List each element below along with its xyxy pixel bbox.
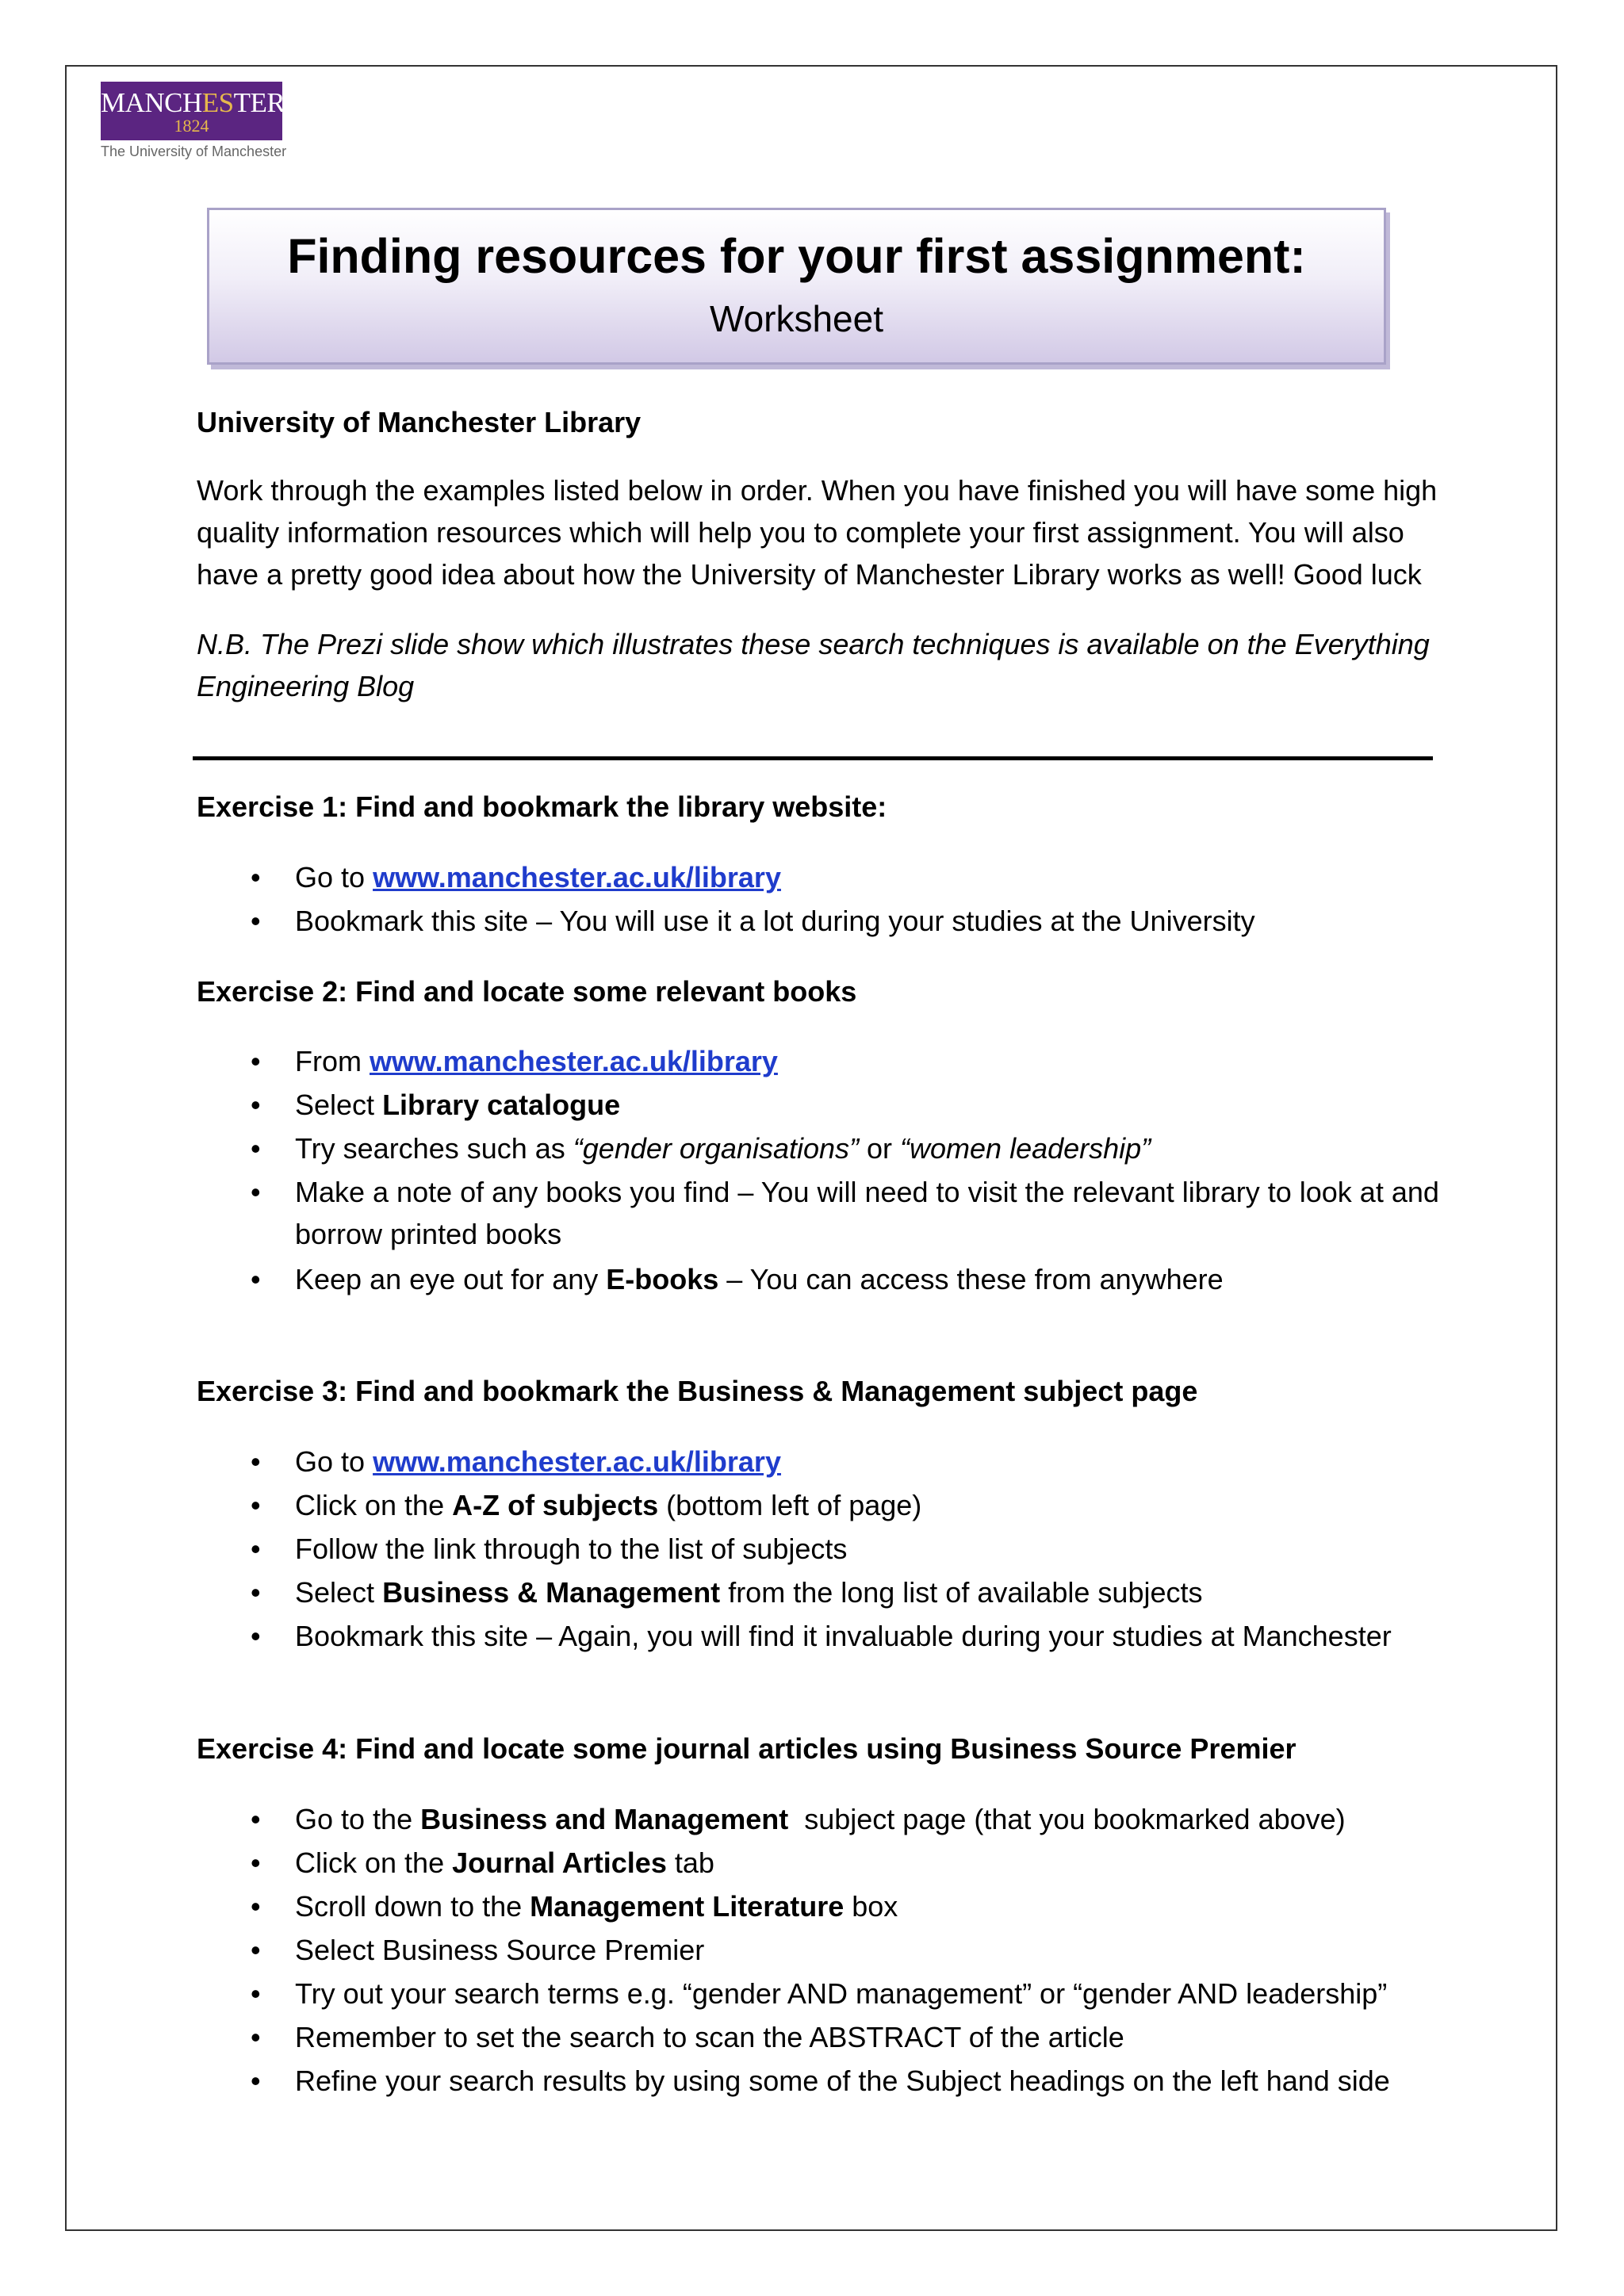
exercise-4-heading: Exercise 4: Find and locate some journal articles using Business Source Premier bbox=[197, 1732, 1297, 1765]
intro-note-line-1: N.B. The Prezi slide show which illustrates these search techniques is available on the Everything bbox=[197, 628, 1430, 660]
exercise-3-item-5: Bookmark this site – Again, you will find it invaluable during your studies at Manchester bbox=[295, 1620, 1392, 1652]
bullet-marker: • bbox=[251, 1263, 261, 1295]
logo-wordmark bbox=[101, 87, 285, 118]
exercise-2-item-3-mid: or bbox=[859, 1132, 901, 1165]
exercise-4-item-5: Try out your search terms e.g. “gender AND management” or “gender AND leadership” bbox=[295, 1977, 1388, 2010]
logo-wordmark-accent: ES bbox=[201, 87, 234, 118]
exercise-2-item-5 bbox=[295, 1261, 1224, 1298]
exercise-2-item-5-text: Keep an eye out for any bbox=[295, 1263, 607, 1295]
library-link[interactable]: www.manchester.ac.uk/library bbox=[373, 1445, 781, 1478]
exercise-4-item-3-suffix: box bbox=[844, 1890, 898, 1923]
exercise-1-item-1 bbox=[295, 859, 781, 896]
exercise-3-item-2-suffix: (bottom left of page) bbox=[658, 1489, 922, 1521]
exercise-3-item-2 bbox=[295, 1487, 921, 1524]
exercise-2-item-5-bold: E-books bbox=[606, 1263, 719, 1295]
exercise-4-item-7: Refine your search results by using some of the Subject headings on the left hand side bbox=[295, 2064, 1390, 2097]
exercise-4-item-3-text: Scroll down to the bbox=[295, 1890, 530, 1923]
page-subtitle: Worksheet bbox=[709, 298, 884, 339]
exercise-3-item-1-text: Go to bbox=[295, 1445, 373, 1478]
bullet-marker: • bbox=[251, 1489, 261, 1521]
bullet-marker: • bbox=[251, 1089, 261, 1121]
exercise-4-item-2-suffix: tab bbox=[666, 1846, 714, 1879]
exercise-3-heading: Exercise 3: Find and bookmark the Business & Management subject page bbox=[197, 1375, 1198, 1407]
exercise-2-item-3-text: Try searches such as bbox=[295, 1132, 573, 1165]
exercise-3-item-4-text: Select bbox=[295, 1576, 383, 1609]
section-divider bbox=[193, 756, 1433, 760]
logo-subtitle: The University of Manchester bbox=[101, 144, 287, 159]
exercise-2-item-1-text: From bbox=[295, 1045, 370, 1077]
exercise-3-item-1 bbox=[295, 1444, 781, 1480]
exercise-2-heading: Exercise 2: Find and locate some relevant books bbox=[197, 975, 857, 1008]
exercise-1-item-2: Bookmark this site – You will use it a lot during your studies at the University bbox=[295, 905, 1255, 937]
bullet-marker: • bbox=[251, 2021, 261, 2053]
intro-paragraph-line-2: quality information resources which will help you to complete your first assignment. You will also bbox=[197, 516, 1404, 549]
exercise-2-item-3 bbox=[295, 1131, 1151, 1167]
exercise-4-item-4: Select Business Source Premier bbox=[295, 1934, 705, 1966]
exercise-2-item-2-text: Select bbox=[295, 1089, 383, 1121]
exercise-2-item-4-line-2: borrow printed books bbox=[295, 1218, 562, 1250]
library-link[interactable]: www.manchester.ac.uk/library bbox=[373, 861, 781, 894]
exercise-4-item-1 bbox=[295, 1801, 1346, 1838]
bullet-marker: • bbox=[251, 1934, 261, 1966]
exercise-4-item-1-bold: Business and Management bbox=[420, 1803, 789, 1835]
bullet-marker: • bbox=[251, 1890, 261, 1923]
logo-wordmark-part1: MANCH bbox=[101, 87, 202, 118]
bullet-marker: • bbox=[251, 861, 261, 894]
exercise-1-heading: Exercise 1: Find and bookmark the library website: bbox=[197, 790, 887, 823]
bullet-marker: • bbox=[251, 1045, 261, 1077]
exercise-4-item-2-bold: Journal Articles bbox=[452, 1846, 667, 1879]
exercise-3-item-2-bold: A-Z of subjects bbox=[452, 1489, 659, 1521]
university-logo bbox=[87, 71, 297, 170]
library-link[interactable]: www.manchester.ac.uk/library bbox=[370, 1045, 778, 1077]
intro-paragraph-line-3: have a pretty good idea about how the University of Manchester Library works as well! Good luck bbox=[197, 558, 1422, 591]
exercise-2-item-2-bold: Library catalogue bbox=[382, 1089, 621, 1121]
exercise-4-item-6: Remember to set the search to scan the ABSTRACT of the article bbox=[295, 2021, 1124, 2053]
exercise-4-item-1-text: Go to the bbox=[295, 1803, 421, 1835]
exercise-3-item-4-bold: Business & Management bbox=[382, 1576, 721, 1609]
page-title: Finding resources for your first assignment: bbox=[287, 229, 1306, 283]
exercise-3-item-4 bbox=[295, 1575, 1203, 1611]
exercise-3-item-4-suffix: from the long list of available subjects bbox=[720, 1576, 1203, 1609]
bullet-marker: • bbox=[251, 2064, 261, 2097]
exercise-4-item-3-bold: Management Literature bbox=[530, 1890, 845, 1923]
exercise-2-item-3-italic-2: “women leadership” bbox=[900, 1132, 1151, 1165]
exercise-2-item-4-line-1: Make a note of any books you find – You will need to visit the relevant library to look at and bbox=[295, 1176, 1439, 1208]
intro-note-line-2: Engineering Blog bbox=[197, 670, 415, 702]
bullet-marker: • bbox=[251, 1803, 261, 1835]
exercise-4-item-2 bbox=[295, 1845, 714, 1881]
logo-wordmark-part3: TER bbox=[233, 87, 285, 118]
exercise-2-item-2 bbox=[295, 1087, 620, 1123]
logo-badge bbox=[101, 82, 285, 140]
exercise-3-item-2-text: Click on the bbox=[295, 1489, 453, 1521]
exercise-2-item-1 bbox=[295, 1043, 778, 1080]
bullet-marker: • bbox=[251, 1445, 261, 1478]
intro-heading: University of Manchester Library bbox=[197, 406, 642, 438]
exercise-2-item-5-suffix: – You can access these from anywhere bbox=[718, 1263, 1224, 1295]
bullet-marker: • bbox=[251, 1620, 261, 1652]
logo-year: 1824 bbox=[174, 116, 209, 136]
bullet-marker: • bbox=[251, 1176, 261, 1208]
exercise-4-item-3 bbox=[295, 1888, 898, 1925]
bullet-marker: • bbox=[251, 1846, 261, 1879]
exercise-4-item-1-suffix: subject page (that you bookmarked above) bbox=[788, 1803, 1346, 1835]
bullet-marker: • bbox=[251, 1977, 261, 2010]
bullet-marker: • bbox=[251, 1576, 261, 1609]
title-banner bbox=[207, 208, 1386, 365]
intro-paragraph-line-1: Work through the examples listed below in order. When you have finished you will have some high bbox=[197, 474, 1438, 507]
bullet-marker: • bbox=[251, 905, 261, 937]
bullet-marker: • bbox=[251, 1132, 261, 1165]
exercise-3-item-3: Follow the link through to the list of subjects bbox=[295, 1533, 848, 1565]
exercise-1-item-1-text: Go to bbox=[295, 861, 373, 894]
exercise-4-item-2-text: Click on the bbox=[295, 1846, 453, 1879]
exercise-2-item-3-italic-1: “gender organisations” bbox=[573, 1132, 860, 1165]
bullet-marker: • bbox=[251, 1533, 261, 1565]
